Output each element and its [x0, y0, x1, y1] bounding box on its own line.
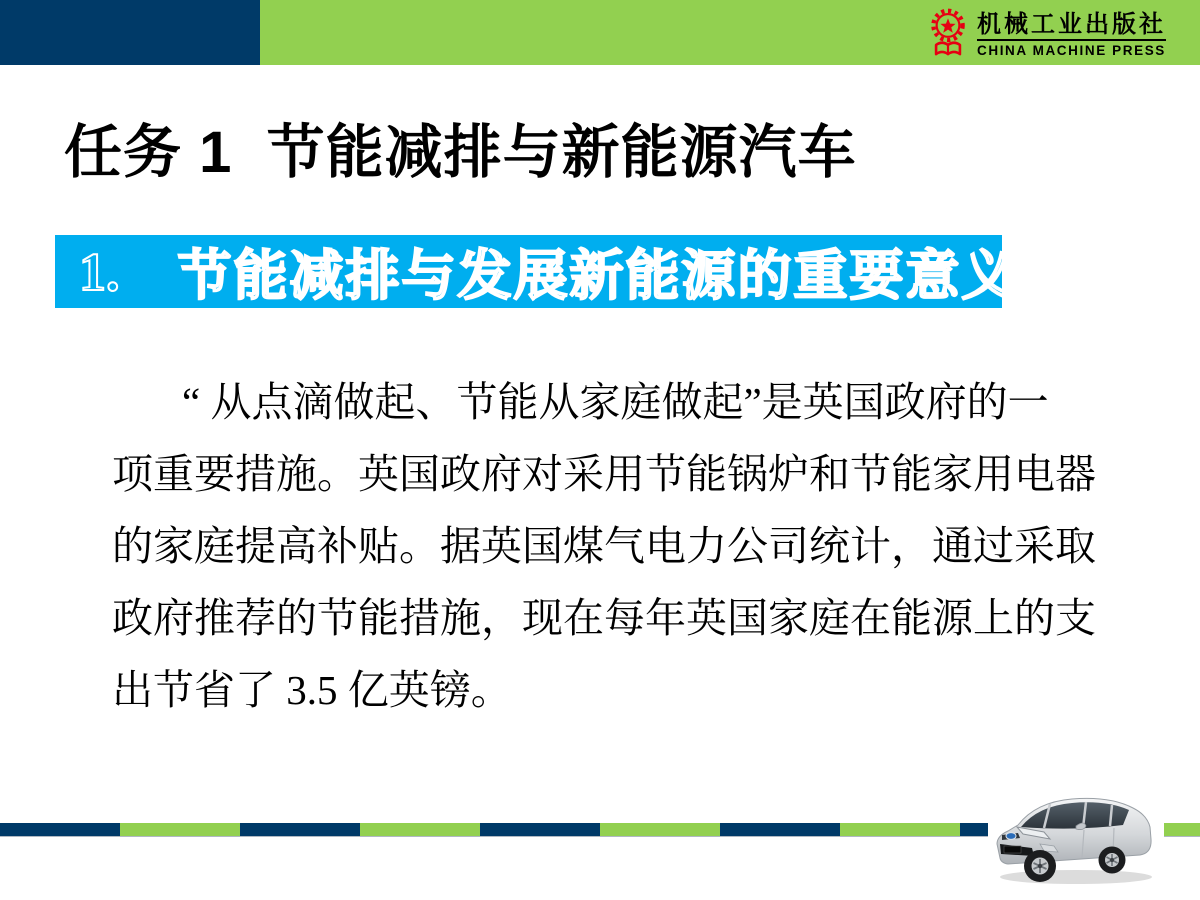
body-paragraph [112, 366, 1102, 726]
stripe-segment [0, 823, 120, 836]
stripe-segment [720, 823, 840, 836]
body-line: 政府推荐的节能措施，现在每年英国家庭在能源上的支 [112, 595, 1096, 641]
stripe-segment [240, 823, 360, 836]
header-bar [0, 0, 1200, 65]
section-title: 节能减排与发展新能源的重要意义 [177, 246, 1018, 306]
stripe-segment [120, 823, 240, 836]
gear-star-book-icon [926, 7, 970, 64]
section-banner [55, 235, 1018, 308]
body-line: 的家庭提高补贴。据英国煤气电力公司统计，通过采取 [112, 523, 1096, 569]
header-green-block [260, 0, 1200, 65]
slide-title: 任务 1 节能减排与新能源汽车 [64, 120, 857, 185]
stripe-segment [480, 823, 600, 836]
body-line: “ 从点滴做起、节能从家庭做起”是英国政府的一 [182, 379, 1049, 425]
section-number: 1. [79, 241, 120, 302]
stripe-segment [600, 823, 720, 836]
body-line: 出节省了 3.5 亿英镑。 [112, 667, 512, 713]
publisher-name-en: CHINA MACHINE PRESS [977, 43, 1166, 59]
stripe-segment [360, 823, 480, 836]
header-navy-block [0, 0, 260, 65]
stripe-segment [840, 823, 960, 836]
car-image [988, 786, 1164, 890]
body-line: 项重要措施。英国政府对采用节能锅炉和节能家用电器 [112, 451, 1096, 497]
publisher-logo [926, 7, 1166, 64]
publisher-name-cn: 机械工业出版社 [977, 13, 1166, 41]
